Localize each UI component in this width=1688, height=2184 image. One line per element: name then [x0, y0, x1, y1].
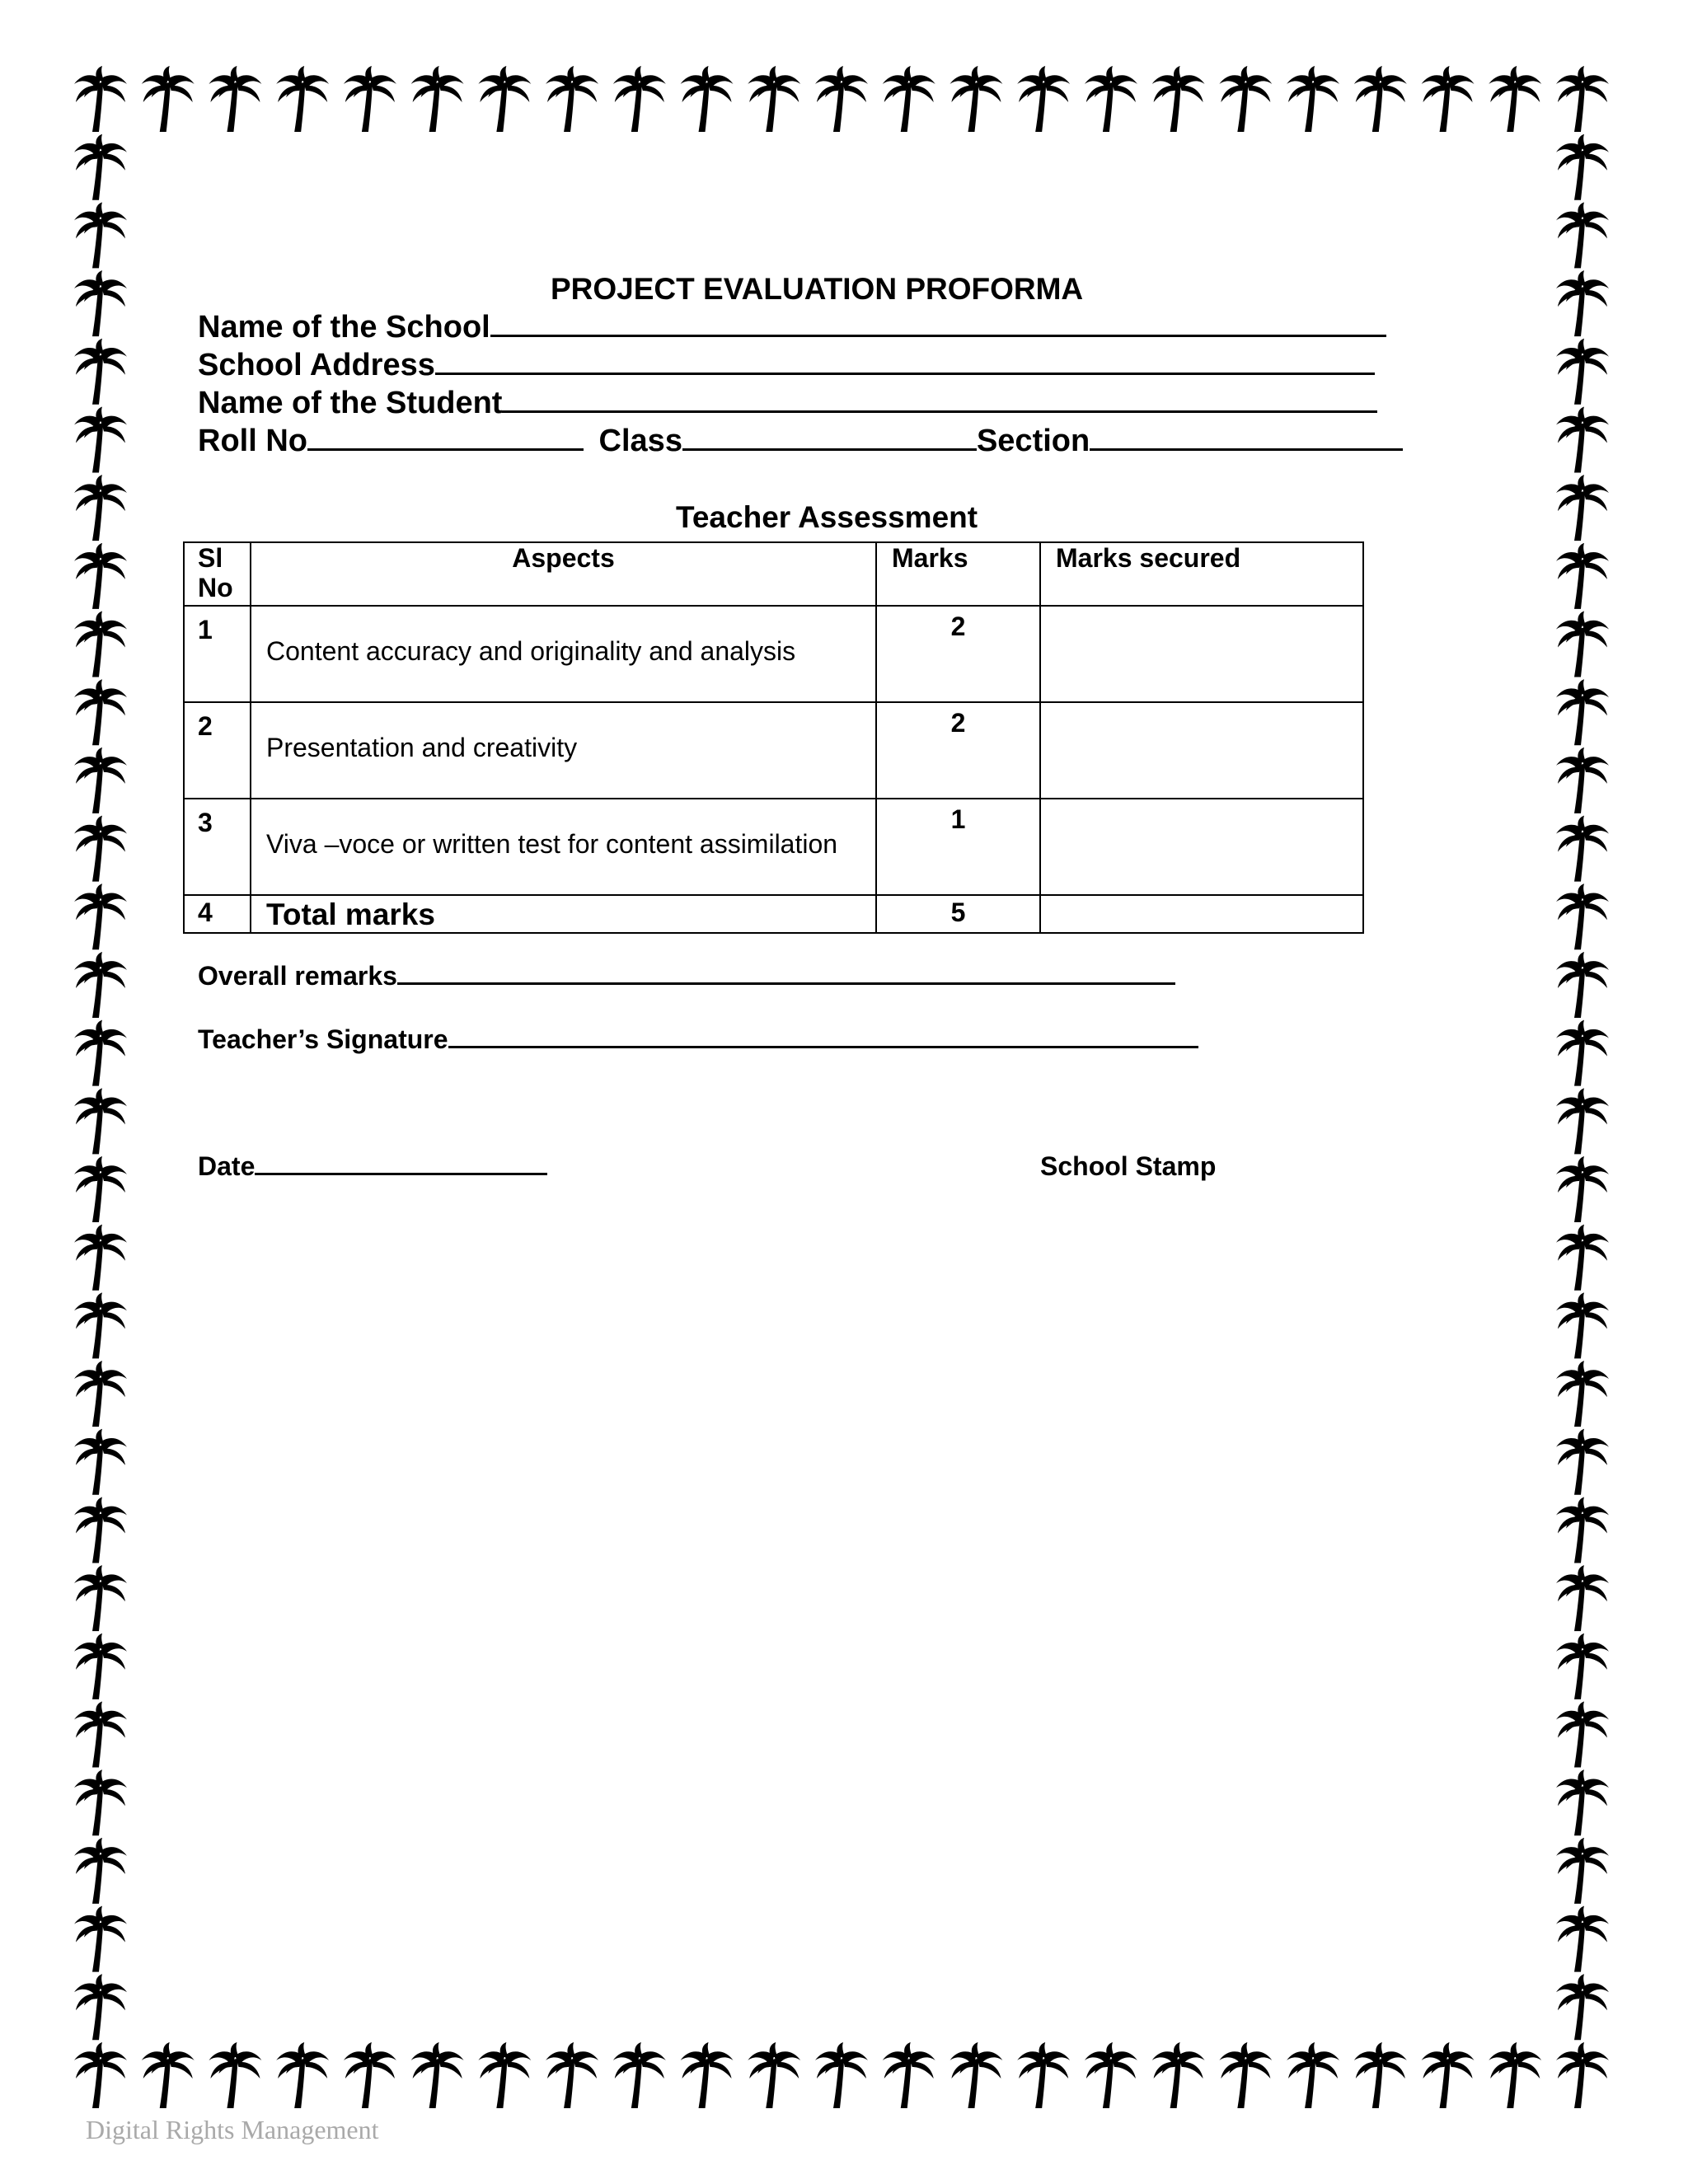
overall-remarks-line[interactable] — [397, 961, 1175, 985]
palm-tree-icon — [209, 66, 261, 132]
palm-tree-icon — [344, 2042, 396, 2108]
palm-tree-icon — [1556, 134, 1609, 200]
school-address-field[interactable] — [198, 348, 1375, 383]
palm-tree-icon — [74, 66, 127, 132]
palm-tree-icon — [1556, 339, 1609, 405]
palm-tree-icon — [950, 66, 1002, 132]
palm-tree-icon — [883, 66, 935, 132]
date-label: Date — [198, 1151, 256, 1181]
palm-tree-icon — [1556, 883, 1609, 949]
palm-tree-icon — [1017, 66, 1070, 132]
section-label: Section — [976, 424, 1090, 458]
palm-tree-icon — [815, 66, 868, 132]
palm-tree-icon — [1556, 1974, 1609, 2040]
palm-tree-icon — [276, 2042, 329, 2108]
palm-tree-icon — [74, 1906, 127, 1972]
palm-tree-icon — [1556, 475, 1609, 541]
roll-class-section-row — [198, 424, 1403, 459]
footer-watermark: Digital Rights Management — [86, 2115, 379, 2144]
section-line[interactable] — [1090, 424, 1403, 451]
palm-tree-icon — [1556, 2042, 1609, 2108]
palm-tree-icon — [74, 952, 127, 1018]
palm-tree-icon — [344, 66, 396, 132]
class-line[interactable] — [682, 424, 977, 451]
palm-tree-icon — [74, 475, 127, 541]
palm-tree-icon — [74, 1156, 127, 1222]
palm-tree-icon — [74, 1769, 127, 1835]
date-field[interactable] — [198, 1151, 547, 1182]
palm-tree-icon — [1556, 1838, 1609, 1904]
palm-tree-icon — [1354, 66, 1407, 132]
school-name-label: Name of the School — [198, 310, 490, 344]
row-sl: 4 — [184, 895, 251, 933]
palm-tree-icon — [546, 66, 598, 132]
palm-tree-icon — [1556, 748, 1609, 813]
school-address-line[interactable] — [435, 348, 1375, 375]
palm-tree-icon — [1556, 1906, 1609, 1972]
row-total-label: Total marks — [251, 895, 876, 933]
header-aspects: Aspects — [251, 542, 876, 606]
row-marks-secured[interactable] — [1040, 895, 1363, 933]
palm-tree-icon — [74, 1838, 127, 1904]
row-sl: 1 — [184, 606, 251, 702]
row-marks-secured[interactable] — [1040, 799, 1363, 895]
palm-tree-icon — [1556, 1565, 1609, 1631]
palm-tree-icon — [74, 748, 127, 813]
palm-tree-icon — [74, 202, 127, 268]
palm-tree-icon — [1556, 66, 1609, 132]
teacher-signature-field[interactable] — [198, 1024, 1198, 1055]
palm-tree-icon — [74, 612, 127, 677]
table-row — [184, 702, 1363, 799]
palm-tree-icon — [1556, 1088, 1609, 1154]
row-marks: 1 — [876, 799, 1040, 895]
palm-tree-icon — [74, 1497, 127, 1563]
palm-tree-icon — [74, 406, 127, 472]
palm-tree-icon — [1354, 2042, 1407, 2108]
palm-tree-icon — [1017, 2042, 1070, 2108]
school-name-line[interactable] — [490, 310, 1386, 337]
palm-tree-icon — [950, 2042, 1002, 2108]
palm-tree-icon — [209, 2042, 261, 2108]
palm-tree-icon — [1556, 1769, 1609, 1835]
row-sl: 3 — [184, 799, 251, 895]
palm-tree-icon — [748, 66, 800, 132]
assessment-heading: Teacher Assessment — [676, 500, 978, 534]
row-aspect: Content accuracy and originality and analysis — [251, 606, 876, 702]
header-sl-no: Sl No — [184, 542, 251, 606]
row-marks-secured[interactable] — [1040, 606, 1363, 702]
school-address-label: School Address — [198, 348, 435, 382]
palm-tree-icon — [748, 2042, 800, 2108]
palm-tree-icon — [74, 1020, 127, 1086]
palm-tree-icon — [1152, 66, 1205, 132]
student-name-field[interactable] — [198, 386, 1377, 421]
palm-tree-icon — [681, 2042, 734, 2108]
palm-tree-icon — [1422, 66, 1475, 132]
row-marks-secured[interactable] — [1040, 702, 1363, 799]
palm-tree-icon — [1085, 2042, 1137, 2108]
palm-tree-icon — [1489, 66, 1541, 132]
overall-remarks-label: Overall remarks — [198, 961, 397, 991]
palm-tree-icon — [74, 1292, 127, 1358]
palm-tree-icon — [74, 1088, 127, 1154]
school-stamp-label: School Stamp — [1040, 1151, 1217, 1181]
palm-tree-icon — [1219, 66, 1272, 132]
teacher-signature-line[interactable] — [448, 1024, 1198, 1048]
row-marks: 2 — [876, 702, 1040, 799]
table-total-row — [184, 895, 1363, 933]
palm-tree-icon — [1085, 66, 1137, 132]
palm-tree-icon — [74, 2042, 127, 2108]
palm-tree-icon — [74, 1429, 127, 1495]
header-marks-secured: Marks secured — [1040, 542, 1363, 606]
palm-tree-icon — [478, 66, 531, 132]
row-aspect: Presentation and creativity — [251, 702, 876, 799]
palm-tree-icon — [1556, 1361, 1609, 1427]
palm-tree-icon — [681, 66, 734, 132]
palm-tree-icon — [74, 1702, 127, 1768]
palm-tree-icon — [883, 2042, 935, 2108]
palm-tree-icon — [1556, 202, 1609, 268]
row-sl: 2 — [184, 702, 251, 799]
palm-tree-icon — [1556, 270, 1609, 336]
table-header-row — [184, 542, 1363, 606]
document-title: PROJECT EVALUATION PROFORMA — [551, 272, 1084, 306]
palm-tree-icon — [815, 2042, 868, 2108]
palm-tree-icon — [613, 66, 666, 132]
palm-tree-icon — [1556, 406, 1609, 472]
palm-tree-icon — [1556, 1497, 1609, 1563]
palm-tree-icon — [546, 2042, 598, 2108]
date-line[interactable] — [255, 1151, 547, 1175]
palm-tree-icon — [1287, 66, 1339, 132]
palm-tree-icon — [74, 1565, 127, 1631]
student-name-label: Name of the Student — [198, 386, 503, 420]
header-marks: Marks — [876, 542, 1040, 606]
palm-tree-icon — [142, 2042, 195, 2108]
palm-tree-icon — [613, 2042, 666, 2108]
palm-tree-icon — [1422, 2042, 1475, 2108]
palm-tree-icon — [411, 66, 464, 132]
palm-tree-icon — [1152, 2042, 1205, 2108]
palm-tree-icon — [1287, 2042, 1339, 2108]
table-row — [184, 606, 1363, 702]
palm-tree-icon — [1556, 1225, 1609, 1291]
palm-tree-icon — [1556, 1429, 1609, 1495]
table-row — [184, 799, 1363, 895]
palm-tree-icon — [1556, 679, 1609, 745]
student-name-line[interactable] — [502, 386, 1377, 413]
palm-tree-icon — [74, 1633, 127, 1699]
palm-tree-icon — [74, 1225, 127, 1291]
palm-tree-icon — [74, 543, 127, 609]
palm-tree-icon — [1556, 1020, 1609, 1086]
row-marks: 2 — [876, 606, 1040, 702]
teacher-signature-label: Teacher’s Signature — [198, 1024, 448, 1054]
palm-tree-icon — [74, 816, 127, 882]
palm-tree-icon — [74, 1974, 127, 2040]
palm-tree-icon — [276, 66, 329, 132]
row-aspect: Viva –voce or written test for content assimilation — [251, 799, 876, 895]
palm-tree-icon — [74, 679, 127, 745]
palm-tree-icon — [1556, 543, 1609, 609]
palm-tree-icon — [74, 270, 127, 336]
palm-tree-icon — [142, 66, 195, 132]
class-label: Class — [598, 424, 682, 458]
palm-tree-icon — [74, 1361, 127, 1427]
row-marks: 5 — [876, 895, 1040, 933]
palm-tree-icon — [1556, 612, 1609, 677]
palm-tree-icon — [1556, 1702, 1609, 1768]
overall-remarks-field[interactable] — [198, 961, 1175, 991]
roll-no-label: Roll No — [198, 424, 307, 458]
palm-tree-icon — [478, 2042, 531, 2108]
school-name-field[interactable] — [198, 310, 1386, 345]
palm-tree-icon — [1556, 1633, 1609, 1699]
palm-tree-icon — [1219, 2042, 1272, 2108]
palm-tree-icon — [1556, 1292, 1609, 1358]
palm-tree-icon — [74, 883, 127, 949]
palm-tree-icon — [1556, 952, 1609, 1018]
roll-no-line[interactable] — [307, 424, 584, 451]
assessment-table — [183, 541, 1364, 934]
palm-tree-icon — [74, 339, 127, 405]
palm-tree-icon — [1556, 816, 1609, 882]
palm-tree-icon — [74, 134, 127, 200]
palm-tree-icon — [1556, 1156, 1609, 1222]
palm-tree-icon — [1489, 2042, 1541, 2108]
palm-tree-icon — [411, 2042, 464, 2108]
